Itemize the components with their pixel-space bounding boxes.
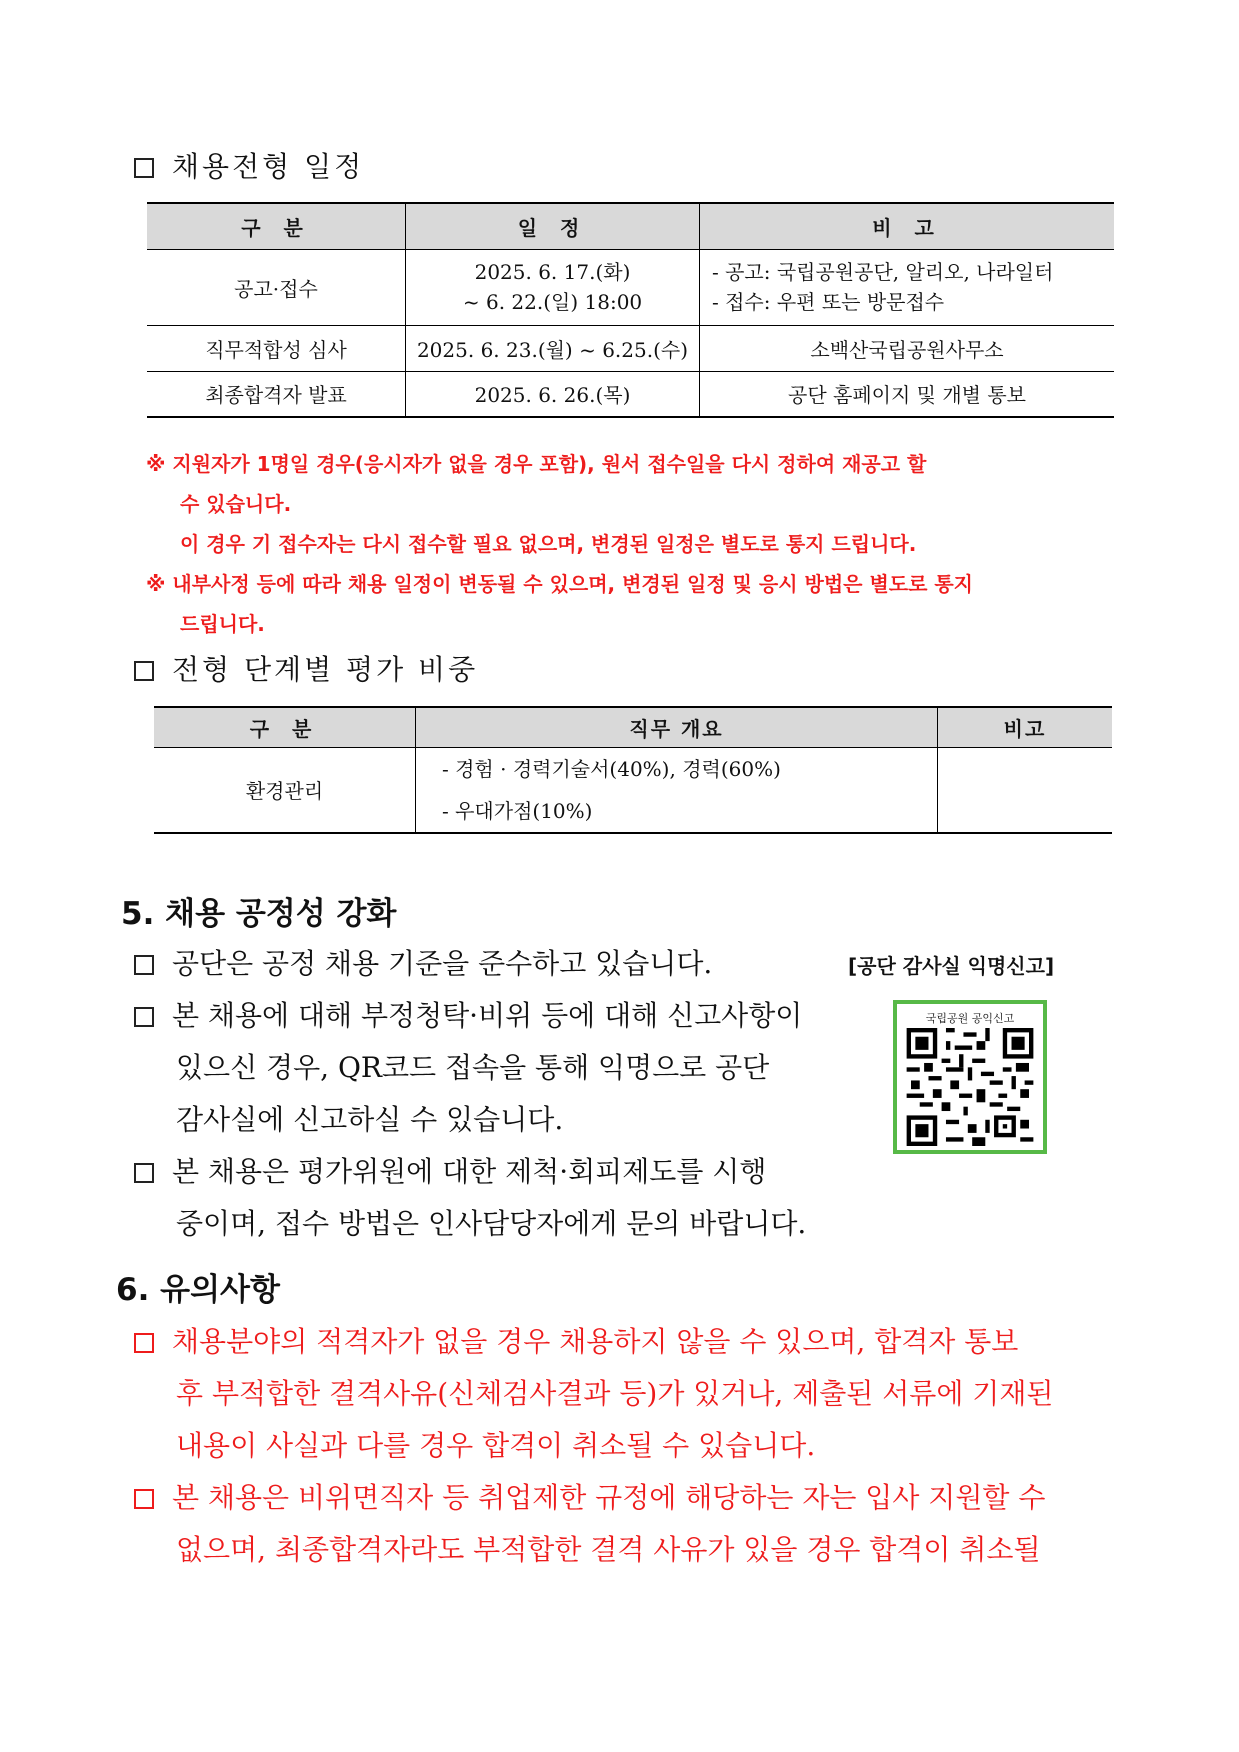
checkbox-icon <box>134 158 154 178</box>
note-1-line1: ※ 지원자가 1명일 경우(응시자가 없을 경우 포함), 원서 접수일을 다시 정하여 재공고 할 <box>146 452 927 476</box>
cell-category: 최종합격자 발표 <box>147 371 406 417</box>
col-header-note: 비고 <box>938 707 1113 747</box>
section5-item1: 공단은 공정 채용 기준을 준수하고 있습니다. <box>134 938 806 990</box>
col-header-category: 구 분 <box>154 707 416 747</box>
col-header-category: 구 분 <box>147 203 406 249</box>
section6-item1: 채용분야의 적격자가 없을 경우 채용하지 않을 수 있으며, 합격자 통보 <box>134 1316 1053 1368</box>
qr-code[interactable] <box>893 1000 1047 1154</box>
qr-label: 국립공원 공익신고 <box>925 1012 1015 1025</box>
cell-overview: - 경험 · 경력기술서(40%), 경력(60%) - 우대가점(10%) <box>416 747 938 833</box>
cell-note: 소백산국립공원사무소 <box>700 325 1115 371</box>
checkbox-icon <box>134 1163 154 1183</box>
section6-item2: 본 채용은 비위면직자 등 취업제한 규정에 해당하는 자는 입사 지원할 수 <box>134 1472 1053 1524</box>
cell-category: 환경관리 <box>154 747 416 833</box>
schedule-heading: 채용전형 일정 <box>134 145 364 185</box>
table-row <box>154 747 1112 833</box>
cell-category: 공고·접수 <box>147 249 406 325</box>
cell-date: 2025. 6. 23.(월) ~ 6.25.(수) <box>406 325 700 371</box>
note-2-line1: ※ 내부사정 등에 따라 채용 일정이 변동될 수 있으며, 변경된 일정 및 응시 방법은 별도로 통지 <box>146 572 974 596</box>
cell-note <box>938 747 1113 833</box>
table-row <box>147 249 1114 325</box>
col-header-overview: 직무 개요 <box>416 707 938 747</box>
section6-list: 채용분야의 적격자가 없을 경우 채용하지 않을 수 있으며, 합격자 통보 후 부적합한 결격사유(신체검사결과 등)가 있거나, 제출된 서류에 기재된 내용이 사실과 다를 경우 합격이 취소될 수 있습니다. 본 채용은 비위면직자 등 취업제한 규정에 해당하는 자는 입사 지원할 수 없으며, 최종합격자라도 부적합한 결격 사유가 있을 경우 합격이 취소될 <box>134 1316 1053 1576</box>
table-row <box>147 325 1114 371</box>
note-1-line3: 이 경우 기 접수자는 다시 접수할 필요 없으며, 변경된 일정은 별도로 통지 드립니다. <box>180 532 917 556</box>
col-header-note: 비 고 <box>700 203 1115 249</box>
checkbox-icon <box>134 661 154 681</box>
table-header-row <box>154 707 1112 747</box>
section5-title: 5. 채용 공정성 강화 <box>121 896 397 932</box>
checkbox-icon <box>134 1007 154 1027</box>
table-header-row <box>147 203 1114 249</box>
cell-date: 2025. 6. 17.(화) ~ 6. 22.(일) 18:00 <box>406 249 700 325</box>
qr-caption: [공단 감사실 익명신고] <box>848 954 1055 978</box>
section5-list: 공단은 공정 채용 기준을 준수하고 있습니다. 본 채용에 대해 부정청탁·비위 등에 대해 신고사항이 있으신 경우, QR코드 접속을 통해 익명으로 공단 감사실에 신고하실 수 있습니다. 본 채용은 평가위원에 대한 제척·회피제도를 시행 중이며, 접수 방법은 인사담당자에게 문의 바랍니다. <box>134 938 806 1250</box>
section6-title: 6. 유의사항 <box>116 1272 280 1308</box>
checkbox-icon <box>134 955 154 975</box>
section5-item2: 본 채용에 대해 부정청탁·비위 등에 대해 신고사항이 <box>134 990 806 1042</box>
col-header-date: 일 정 <box>406 203 700 249</box>
cell-note: - 공고: 국립공원공단, 알리오, 나라일터 - 접수: 우편 또는 방문접수 <box>700 249 1115 325</box>
cell-category: 직무적합성 심사 <box>147 325 406 371</box>
checkbox-icon <box>134 1333 154 1353</box>
cell-date: 2025. 6. 26.(목) <box>406 371 700 417</box>
evaluation-table <box>154 706 1112 834</box>
table-row <box>147 371 1114 417</box>
section5-item3: 본 채용은 평가위원에 대한 제척·회피제도를 시행 <box>134 1146 806 1198</box>
checkbox-icon <box>134 1489 154 1509</box>
qr-icon <box>906 1028 1034 1146</box>
note-1-line2: 수 있습니다. <box>180 492 292 516</box>
cell-note: 공단 홈페이지 및 개별 통보 <box>700 371 1115 417</box>
evaluation-heading: 전형 단계별 평가 비중 <box>134 648 478 688</box>
schedule-table <box>147 202 1114 418</box>
note-2-line2: 드립니다. <box>180 612 265 636</box>
schedule-notes <box>146 444 1121 644</box>
